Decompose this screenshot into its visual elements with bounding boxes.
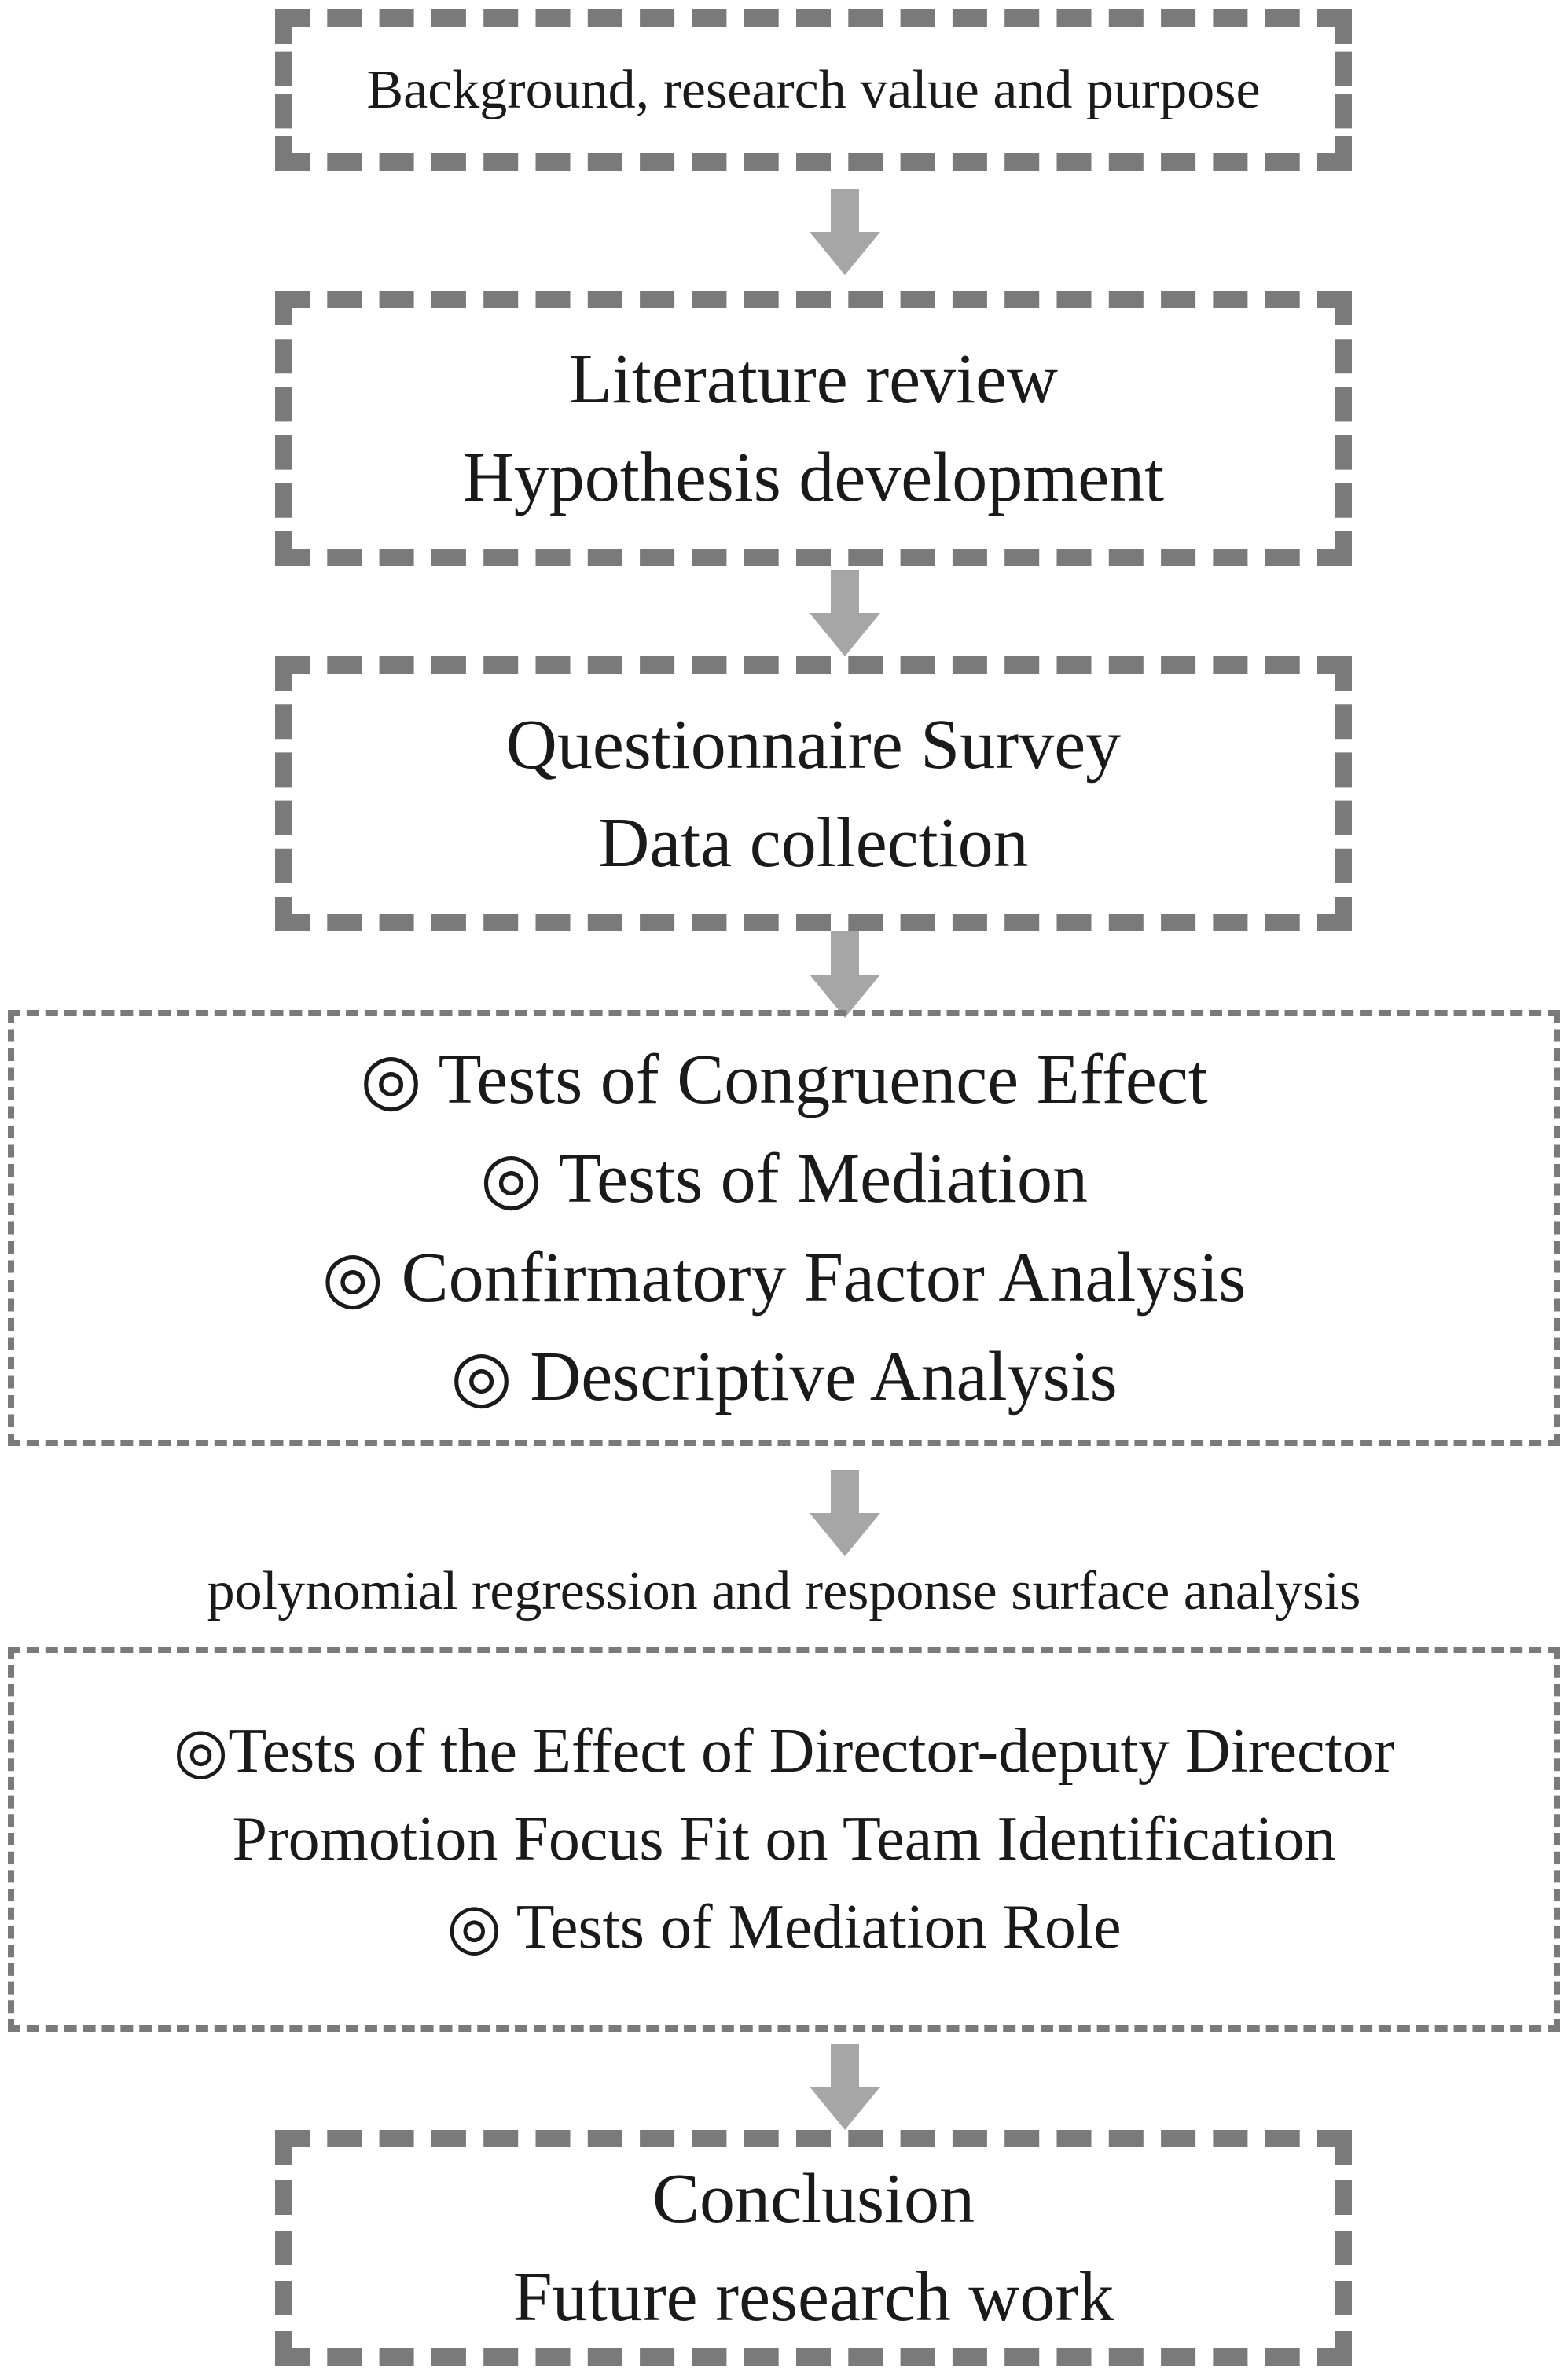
analysis-item-descriptive: ◎ Descriptive Analysis (450, 1337, 1118, 1416)
step-background-box (275, 9, 1352, 171)
step-literature-box (275, 291, 1352, 566)
regression-line-2: Promotion Focus Fit on Team Identification (232, 1805, 1336, 1874)
down-arrow-icon (810, 570, 880, 656)
analysis-item-congruence: ◎ Tests of Congruence Effect (360, 1040, 1208, 1118)
step-regression-box (8, 1647, 1560, 2032)
analysis-item-mediation: ◎ Tests of Mediation (480, 1139, 1088, 1217)
down-arrow-icon (810, 2044, 880, 2130)
step-survey-line-1: Questionnaire Survey (505, 706, 1122, 784)
step-analysis-box (8, 1010, 1560, 1446)
step-conclusion-box (275, 2130, 1352, 2366)
analysis-item-cfa: ◎ Confirmatory Factor Analysis (321, 1238, 1247, 1317)
conclusion-line-1: Conclusion (652, 2160, 975, 2238)
step-literature-line-1: Literature review (568, 340, 1059, 418)
down-arrow-icon (810, 1470, 880, 1556)
method-label: polynomial regression and response surface analysis (207, 1561, 1361, 1621)
step-survey-box (275, 656, 1352, 931)
step-literature-line-2: Hypothesis development (462, 439, 1165, 516)
down-arrow-icon (810, 931, 880, 1018)
regression-line-3: ◎ Tests of Mediation Role (446, 1893, 1122, 1962)
step-survey-line-2: Data collection (598, 804, 1029, 882)
regression-line-1: ◎Tests of the Effect of Director-deputy Director (173, 1717, 1395, 1786)
conclusion-line-2: Future research work (512, 2258, 1114, 2336)
step-background-text: Background, research value and purpose (366, 59, 1261, 120)
down-arrow-icon (810, 189, 880, 275)
